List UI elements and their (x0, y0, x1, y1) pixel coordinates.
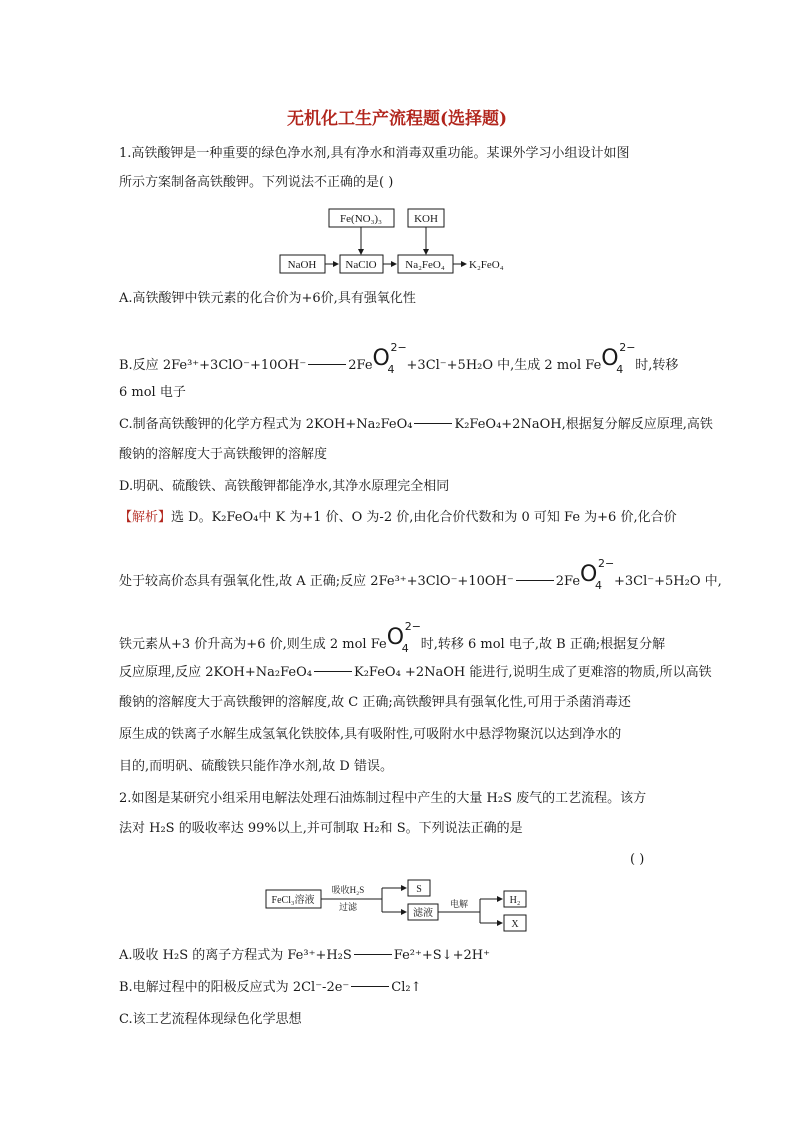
q1-analysis-line5: 酸钠的溶解度大于高铁酸钾的溶解度,故 C 正确;高铁酸钾具有强氧化性,可用于杀菌消毒还 (119, 695, 631, 710)
feo4-ion: O 2− 4 (580, 557, 615, 592)
q1-option-b-text-1: B.反应 2Fe³⁺+3ClO⁻+10OH⁻ (119, 358, 307, 373)
fecl3-label: FeCl₃溶液 (271, 895, 315, 906)
electrolysis-label: 电解 (449, 899, 469, 909)
q1-analysis-line3 (119, 620, 679, 655)
equals-line (314, 671, 352, 672)
q1-analysis-line4 (119, 664, 712, 682)
feo4-ion: O 2− 4 (386, 620, 421, 655)
q2-option-b (119, 979, 679, 997)
q1-option-c-text-2: K₂FeO₄+2NaOH,根据复分解反应原理,高铁 (454, 417, 713, 432)
q1-option-d: D.明矾、硫酸铁、高铁酸钾都能净水,其净水原理完全相同 (119, 479, 450, 494)
h2-label: H₂ (509, 895, 521, 906)
q1-option-b-text-2: 2Fe (348, 358, 373, 373)
q1-option-b-text-4: 时,转移 (635, 358, 679, 373)
k2feo4-product: K₂FeO₄ (469, 259, 504, 271)
analysis-text-2c: +3Cl⁻+5H₂O 中, (614, 574, 722, 589)
equals-line (354, 954, 392, 955)
q2-option-b-text-2: Cl₂↑ (391, 980, 422, 995)
q1-flow-diagram (270, 203, 530, 278)
analysis-text-4a: 反应原理,反应 2KOH+Na₂FeO₄ (119, 665, 312, 680)
analysis-text-1: 选 D。K₂FeO₄中 K 为+1 价、O 为-2 价,由化合价代数和为 0 可知 Fe 为+6 价,化合价 (171, 510, 677, 525)
equals-line (308, 364, 346, 365)
feo4-ion: O 2− 4 (372, 341, 407, 376)
filtrate-label: 滤液 (413, 908, 433, 919)
q1-option-b-text-3: +3Cl⁻+5H₂O 中,生成 2 mol Fe (406, 358, 602, 373)
analysis-tag: 【解析】 (119, 510, 172, 525)
analysis-text-3a: 铁元素从+3 价升高为+6 价,则生成 2 mol Fe (119, 637, 387, 652)
analysis-text-4b: K₂FeO₄ +2NaOH 能进行,说明生成了更难溶的物质,所以高铁 (354, 665, 712, 680)
na2feo4-label: Na₂FeO₄ (405, 259, 445, 271)
q2-stem-line2: 法对 H₂S 的吸收率达 99%以上,并可制取 H₂和 S。下列说法正确的是 (119, 821, 523, 836)
analysis-text-3b: 时,转移 6 mol 电子,故 B 正确;根据复分解 (420, 637, 666, 652)
s-label: S (416, 884, 422, 895)
q2-flow-diagram (262, 878, 532, 934)
q2-option-a (119, 947, 679, 965)
q2-option-c: C.该工艺流程体现绿色化学思想 (119, 1012, 302, 1027)
fe-no3-label: Fe(NO₃)₃ (340, 213, 382, 225)
q1-stem-line2: 所示方案制备高铁酸钾。下列说法不正确的是( ) (119, 175, 394, 190)
equals-line (516, 580, 554, 581)
page-title: 无机化工生产流程题(选择题) (286, 109, 508, 129)
feo4-ion: O 2− 4 (601, 341, 636, 376)
q1-analysis-line6: 原生成的铁离子水解生成氢氧化铁胶体,具有吸附性,可吸附水中悬浮物聚沉以达到净水的 (119, 727, 622, 742)
q2-option-a-text-1: A.吸收 H₂S 的离子方程式为 Fe³⁺+H₂S (119, 948, 352, 963)
q1-option-b-cont: 6 mol 电子 (119, 385, 186, 400)
q2-option-b-text-1: B.电解过程中的阳极反应式为 2Cl⁻-2e⁻ (119, 980, 350, 995)
q1-stem-line1: 1.高铁酸钾是一种重要的绿色净水剂,具有净水和消毒双重功能。某课外学习小组设计如图 (119, 146, 630, 161)
naoh-label: NaOH (287, 259, 317, 271)
equals-line (351, 986, 389, 987)
analysis-text-2b: 2Fe (555, 574, 581, 589)
q2-option-a-text-2: Fe²⁺+S↓+2H⁺ (393, 948, 490, 963)
q1-option-c-cont: 酸钠的溶解度大于高铁酸钾的溶解度 (119, 447, 328, 462)
q2-stem-line1: 2.如图是某研究小组采用电解法处理石油炼制过程中产生的大量 H₂S 废气的工艺流程。该方 (119, 791, 647, 806)
absorb-h2s-label: 吸收H₂S (331, 885, 365, 895)
naclo-label: NaClO (345, 259, 377, 271)
q1-analysis-line1 (119, 509, 679, 527)
q1-analysis-line7: 目的,而明矾、硫酸铁只能作净水剂,故 D 错误。 (119, 759, 393, 774)
q2-answer-paren: ( ) (630, 852, 645, 867)
koh-label: KOH (414, 213, 438, 225)
x-label: X (511, 919, 519, 930)
q1-option-b (119, 341, 679, 376)
equals-line (414, 423, 452, 424)
filter-label: 过滤 (338, 902, 358, 912)
q1-option-c-text-1: C.制备高铁酸钾的化学方程式为 2KOH+Na₂FeO₄ (119, 417, 413, 432)
q1-option-a: A.高铁酸钾中铁元素的化合价为+6价,具有强氧化性 (119, 291, 416, 306)
q1-option-c (119, 416, 713, 434)
q1-analysis-line2 (119, 557, 722, 592)
analysis-text-2a: 处于较高价态具有强氧化性,故 A 正确;反应 2Fe³⁺+3ClO⁻+10OH⁻ (119, 574, 514, 589)
